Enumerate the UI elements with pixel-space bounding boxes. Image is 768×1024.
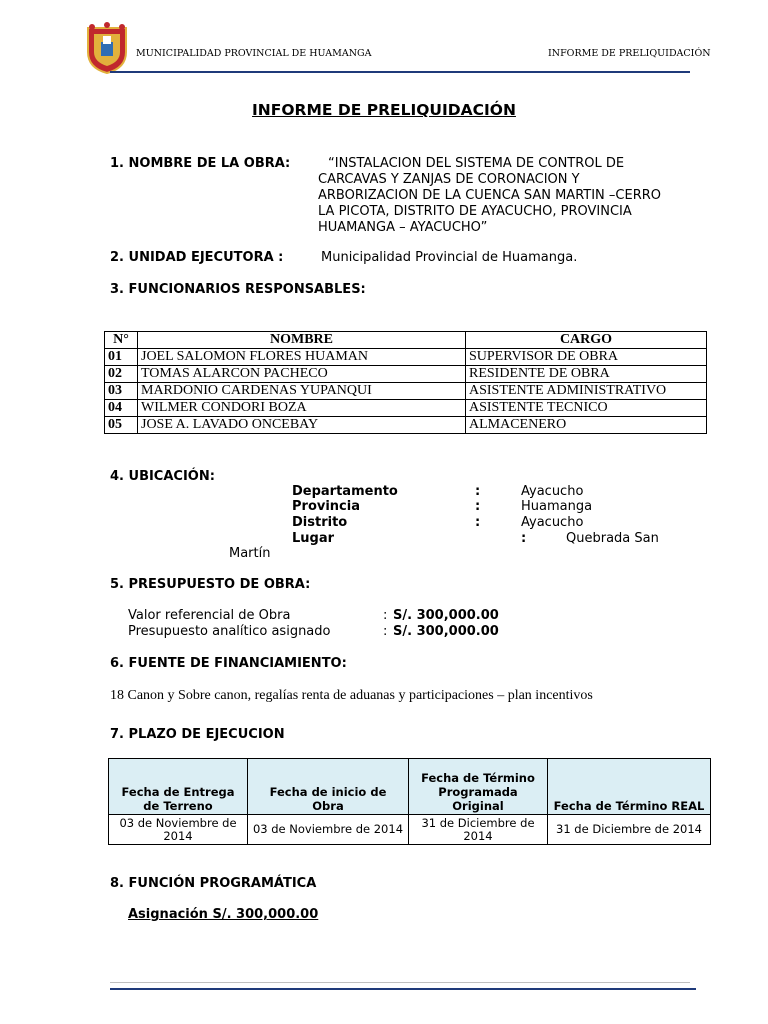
column-header-real-end: Fecha de Término REAL [548, 759, 711, 815]
section-4-label: 4. UBICACIÓN: [110, 469, 215, 484]
budget-value-analytic: S/. 300,000.00 [393, 624, 499, 639]
schedule-table [108, 758, 711, 845]
header-rule [110, 71, 690, 73]
official-role: RESIDENTE DE OBRA [466, 366, 707, 383]
table-row [105, 400, 707, 417]
official-name: WILMER CONDORI BOZA [138, 400, 466, 417]
footer-rule [110, 988, 696, 990]
assignment-amount: Asignación S/. 300,000.00 [128, 907, 319, 922]
official-name: MARDONIO CARDENAS YUPANQUI [138, 383, 466, 400]
table-header-row [109, 759, 711, 815]
column-header-land-delivery: Fecha de Entrega de Terreno [109, 759, 248, 815]
table-row [105, 383, 707, 400]
row-number: 05 [105, 417, 138, 434]
official-name: JOEL SALOMON FLORES HUAMAN [138, 349, 466, 366]
executing-unit: Municipalidad Provincial de Huamanga. [321, 250, 578, 265]
section-7-label: 7. PLAZO DE EJECUCION [110, 727, 285, 742]
location-value-district: Ayacucho [521, 515, 584, 530]
column-header-number: N° [105, 332, 138, 349]
funding-source: 18 Canon y Sobre canon, regalías renta de aduanas y participaciones – plan incentivos [110, 688, 593, 703]
officials-table [104, 331, 707, 434]
work-name-line: “INSTALACION DEL SISTEMA DE CONTROL DE [328, 156, 625, 171]
row-number: 04 [105, 400, 138, 417]
location-key-place: Lugar [292, 531, 335, 546]
table-row [109, 815, 711, 845]
header-report-name: INFORME DE PRELIQUIDACIÓN [548, 48, 711, 59]
budget-value-reference: S/. 300,000.00 [393, 608, 499, 623]
official-name: TOMAS ALARCON PACHECO [138, 366, 466, 383]
official-role: ASISTENTE TECNICO [466, 400, 707, 417]
location-value-department: Ayacucho [521, 484, 584, 499]
document-title: INFORME DE PRELIQUIDACIÓN [252, 101, 516, 119]
location-key-district: Distrito [292, 515, 348, 530]
work-name-line: LA PICOTA, DISTRITO DE AYACUCHO, PROVINCIA [318, 204, 632, 219]
work-name-line: HUAMANGA – AYACUCHO” [318, 220, 488, 235]
real-end-date: 31 de Diciembre de 2014 [548, 815, 711, 845]
row-number: 03 [105, 383, 138, 400]
section-8-label: 8. FUNCIÓN PROGRAMÁTICA [110, 876, 317, 891]
section-2-label: 2. UNIDAD EJECUTORA : [110, 250, 284, 265]
column-header-planned-end: Fecha de Término Programada Original [409, 759, 548, 815]
budget-key-analytic: Presupuesto analítico asignado [128, 624, 331, 639]
location-sep: : [521, 531, 527, 546]
table-row [105, 366, 707, 383]
footer-thin-rule [110, 982, 690, 983]
budget-sep: : [383, 608, 388, 623]
table-row [105, 349, 707, 366]
official-name: JOSE A. LAVADO ONCEBAY [138, 417, 466, 434]
land-delivery-date: 03 de Noviembre de 2014 [109, 815, 248, 845]
budget-sep: : [383, 624, 388, 639]
official-role: ASISTENTE ADMINISTRATIVO [466, 383, 707, 400]
location-sep: : [475, 499, 481, 514]
location-sep: : [475, 484, 481, 499]
table-header-row [105, 332, 707, 349]
header-institution: MUNICIPALIDAD PROVINCIAL DE HUAMANGA [136, 48, 372, 59]
work-name [318, 156, 661, 236]
work-name-line: ARBORIZACION DE LA CUENCA SAN MARTIN –CERRO [318, 188, 662, 203]
section-3-label: 3. FUNCIONARIOS RESPONSABLES: [110, 282, 366, 297]
municipal-shield-logo [84, 22, 130, 74]
section-6-label: 6. FUENTE DE FINANCIAMIENTO: [110, 656, 347, 671]
column-header-name: NOMBRE [138, 332, 466, 349]
location-key-department: Departamento [292, 484, 398, 499]
column-header-start-date: Fecha de inicio de Obra [248, 759, 409, 815]
table-row [105, 417, 707, 434]
start-date: 03 de Noviembre de 2014 [248, 815, 409, 845]
work-name-line: CARCAVAS Y ZANJAS DE CORONACION Y [318, 172, 580, 187]
row-number: 02 [105, 366, 138, 383]
planned-end-date: 31 de Diciembre de 2014 [409, 815, 548, 845]
section-5-label: 5. PRESUPUESTO DE OBRA: [110, 577, 311, 592]
location-sep: : [475, 515, 481, 530]
column-header-role: CARGO [466, 332, 707, 349]
location-value-place-wrap: Martín [229, 546, 271, 561]
budget-key-reference: Valor referencial de Obra [128, 608, 291, 623]
location-value-place: Quebrada San [566, 531, 659, 546]
location-value-province: Huamanga [521, 499, 593, 514]
row-number: 01 [105, 349, 138, 366]
official-role: SUPERVISOR DE OBRA [466, 349, 707, 366]
location-key-province: Provincia [292, 499, 360, 514]
official-role: ALMACENERO [466, 417, 707, 434]
section-1-label: 1. NOMBRE DE LA OBRA: [110, 156, 291, 171]
